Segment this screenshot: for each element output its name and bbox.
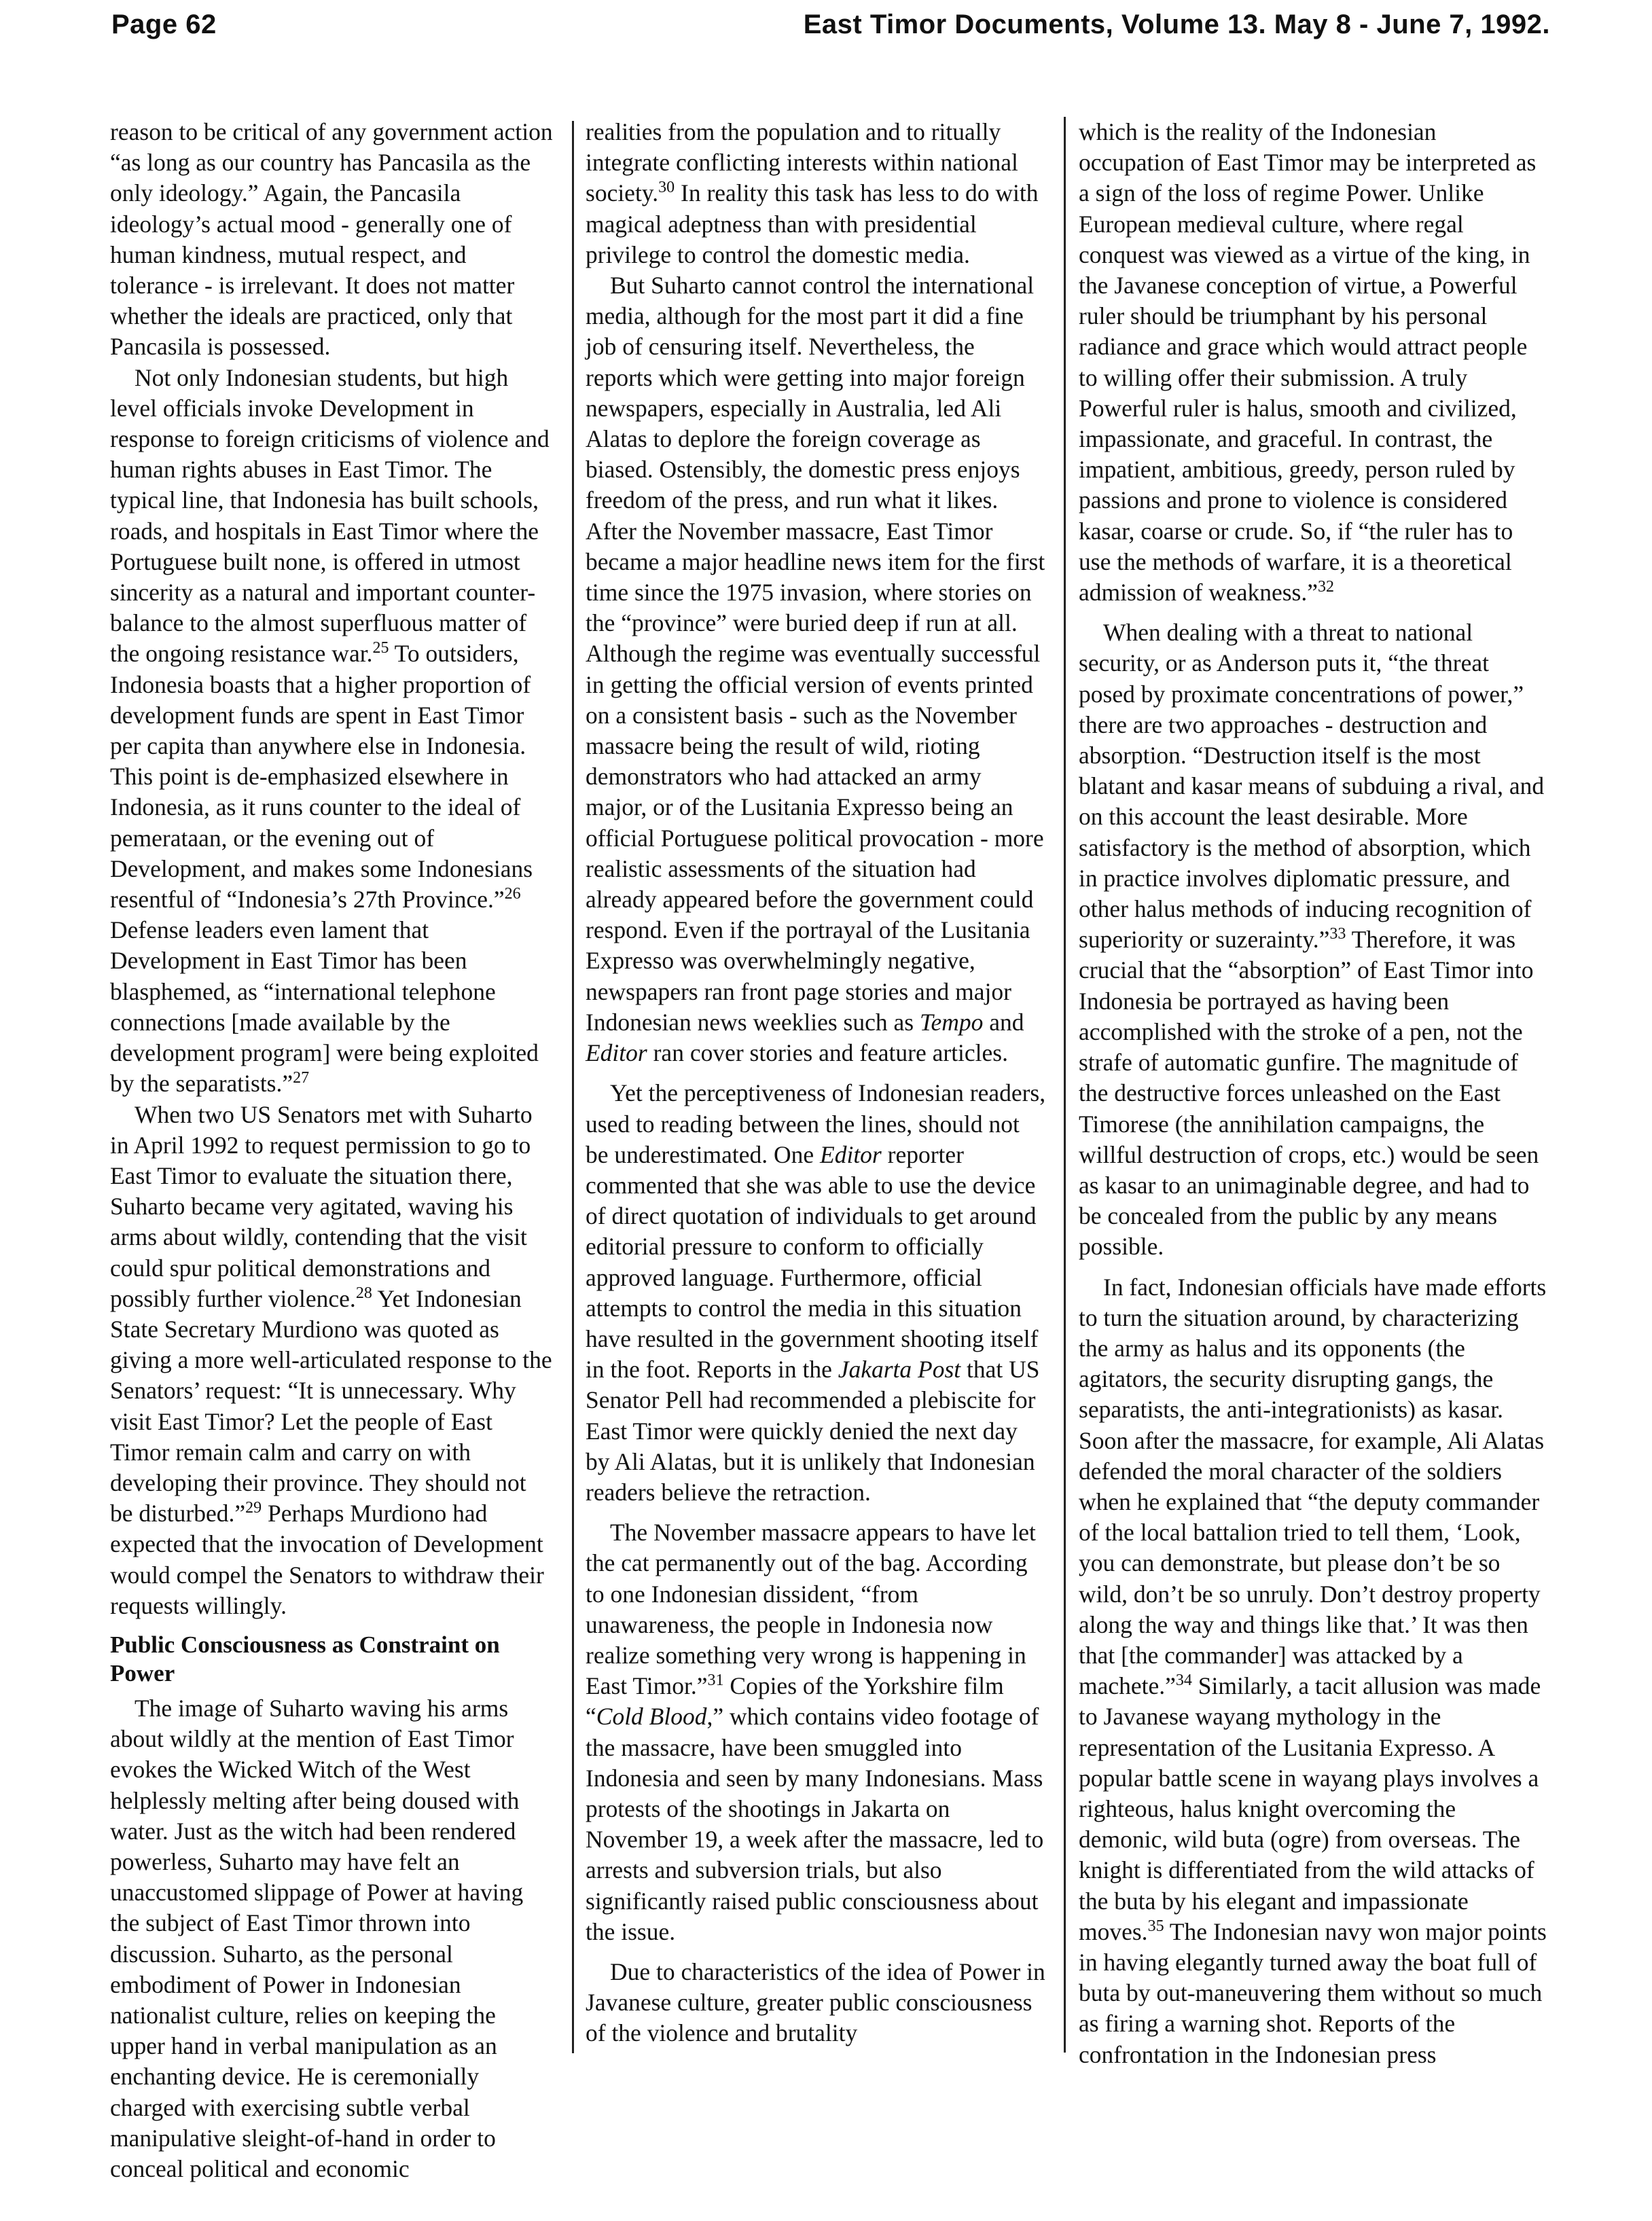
text-column-1 [110, 117, 553, 2184]
paragraph [586, 1957, 1047, 2049]
paragraph [1079, 117, 1547, 608]
text-run: Defense leaders even lament that Development in East Timor has been blasphemed, as “international telephone connections [made available by the development program] were being exploited by the separatists.” [110, 916, 539, 1098]
text-run: The Indonesian navy won major points in having elegantly turned away the boat full of buta by out-maneuvering them without so much as firing a warning shot. Reports of the confrontation in the Indonesian press [1079, 1917, 1547, 2068]
text-run: Perhaps Murdiono had expected that the invocation of Development would compel the Senators to withdraw their requests willingly. [110, 1500, 544, 1619]
italic-title: Jakarta Post [838, 1356, 961, 1384]
paragraph [110, 363, 553, 1100]
column-divider [1064, 117, 1066, 2053]
text-run: ,” which contains video footage of the massacre, have been smuggled into Indonesia and seen by many Indonesians. Mass protests of the shootings in Jakarta on November 19, a week after the massacre, led to arrests and subversion trials, but also significantly raised public consciousness about the issue. [586, 1703, 1044, 1945]
footnote-reference: 28 [355, 1284, 372, 1302]
text-run: Therefore, it was crucial that the “absorption” of East Timor into Indonesia be portrayed as having been accomplished with the stroke of a pen, not the strafe of automatic gunfire. The magnitude of the destructive forces unleashed on the East Timorese (the annihilation campaigns, the willful destruction of crops, etc.) would be seen as kasar to an unimaginable degree, and had to be concealed from the public by any means possible. [1079, 926, 1539, 1261]
text-run: Yet Indonesian State Secretary Murdiono was quoted as giving a more well-articulated response to the Senators’ request: “It is unnecessary. Why visit East Timor? Let the people of East Timor remain calm and carry on with developing their province. They should not be disturbed.” [110, 1284, 552, 1528]
running-header-title: East Timor Documents, Volume 13. May 8 - June 7, 1992. [803, 10, 1550, 39]
text-run: The November massacre appears to have let the cat permanently out of the bag. According to one Indonesian dissident, “from unawareness, the people in Indonesia now realize something very wrong is happening in East Timor.” [586, 1519, 1036, 1700]
text-run: Copies of the Yorkshire film “ [586, 1672, 1004, 1731]
text-run: In reality this task has less to do with magical adeptness than with presidential privilege to control the domestic media. [586, 179, 1039, 268]
paragraph [586, 117, 1047, 270]
paragraph [586, 1078, 1047, 1508]
text-run: ran cover stories and feature articles. [647, 1039, 1008, 1067]
text-run: reporter commented that she was able to use the device of direct quotation of individuals to get around editorial pressure to conform to officially approved language. Furthermore, official attempts to control the media in this situation have resulted in the government shooting itself in the foot. Reports in the [586, 1140, 1039, 1384]
italic-title: Tempo [919, 1008, 984, 1036]
paragraph [110, 1693, 553, 2184]
footnote-reference: 30 [658, 179, 675, 197]
text-run: which is the reality of the Indonesian occupation of East Timor may be interpreted as a sign of the loss of regime Power. Unlike European medieval culture, where regal conquest was viewed as a virtue of the king, in the Javanese conception of virtue, a Powerful ruler should be triumphant by his personal radiance and grace which would attract people to willing offer their submission. A truly Powerful ruler is halus, smooth and civilized, impassionate, and graceful. In contrast, the impatient, ambitious, greedy, person ruled by passions and prone to violence is considered kasar, coarse or crude. So, if “the ruler has to use the methods of warfare, it is a theoretical admission of weakness.” [1079, 118, 1537, 607]
text-run: To outsiders, Indonesia boasts that a higher proportion of development funds are spent in East Timor per capita than anywhere else in Indonesia. This point is de-emphasized elsewhere in Indonesia, as it runs counter to the ideal of pemerataan, or the evening out of Development, and makes some Indonesians resentful of “Indonesia’s 27th Province.” [110, 640, 533, 914]
italic-title: Editor [586, 1039, 647, 1067]
italic-title: Cold Blood [596, 1703, 707, 1731]
italic-title: Editor [820, 1140, 882, 1168]
paragraph [586, 270, 1047, 1068]
paragraph [586, 1517, 1047, 1947]
text-run: In fact, Indonesian officials have made efforts to turn the situation around, by characterizing the army as halus and its opponents (the agitators, the security disrupting gangs, the separatists, the anti-integrationists) as kasar. Soon after the massacre, for example, Ali Alatas defended the moral character of the soldiers when he explained that “the deputy commander of the local battalion tried to tell them, ‘Look, you can demonstrate, but please don’t be so wild, don’t be so unruly. Don’t destroy property along the way and things like that.’ It was then that [the commander] was attacked by a machete.” [1079, 1273, 1547, 1700]
text-run: When dealing with a threat to national security, or as Anderson puts it, “the threat posed by proximate concentrations of power,” there are two approaches - destruction and absorption. “Destruction itself is the most blatant and kasar means of subduing a rival, and on this account the least desirable. More satisfactory is the method of absorption, which in practice involves diplomatic pressure, and other halus methods of inducing recognition of superiority or suzerainty.” [1079, 619, 1545, 954]
paragraph [110, 117, 553, 363]
text-run: and [983, 1008, 1024, 1036]
text-run: Due to characteristics of the idea of Power in Javanese culture, greater public consciousness of the violence and brutality [586, 1957, 1045, 2047]
paragraph [1079, 617, 1547, 1262]
column-divider [572, 121, 574, 2053]
text-column-2 [586, 117, 1047, 2049]
text-run: realities from the population and to ritually integrate conflicting interests within national society. [586, 118, 1018, 207]
footnote-reference: 29 [245, 1499, 262, 1517]
footnote-reference: 32 [1317, 578, 1334, 596]
footnote-reference: 33 [1329, 925, 1346, 943]
paragraph [110, 1100, 553, 1621]
text-run: Public Consciousness as Constraint on Power [110, 1631, 500, 1686]
text-run: that US Senator Pell had recommended a plebiscite for East Timor were quickly denied the next day by Ali Alatas, but it is unlikely that Indonesian readers believe the retraction. [586, 1356, 1040, 1506]
text-run: But Suharto cannot control the international media, although for the most part it did a fine job of censuring itself. Nevertheless, the reports which were getting into major foreign newspapers, especially in Australia, led Ali Alatas to deplore the foreign coverage as biased. Ostensibly, the domestic press enjoys freedom of the press, and run what it likes. After the November massacre, East Timor became a major headline news item for the first time since the 1975 invasion, where stories on the “province” were buried deep if run at all. Although the regime was eventually successful in getting the official version of events printed on a consistent basis - such as the November massacre being the result of wild, rioting demonstrators who had attacked an army major, or of the Lusitania Expresso being an official Portuguese political provocation - more realistic assessments of the situation had already appeared before the government could respond. Even if the portrayal of the Lusitania Expresso was overwhelmingly negative, newspapers ran front page stories and major Indonesian news weeklies such as [586, 272, 1045, 1036]
footnote-reference: 34 [1175, 1672, 1192, 1690]
text-run: Not only Indonesian students, but high level officials invoke Development in response to foreign criticisms of violence and human rights abuses in East Timor. The typical line, that Indonesia has built schools, roads, and hospitals in East Timor where the Portuguese built none, is offered in utmost sincerity as a natural and important counter-balance to the almost superfluous matter of the ongoing resistance war. [110, 363, 550, 668]
text-run: When two US Senators met with Suharto in April 1992 to request permission to go to East Timor to evaluate the situation there, Suharto became very agitated, waving his arms about wildly, contending that the visit could spur political demonstrations and possibly further violence. [110, 1100, 533, 1312]
footnote-reference: 27 [293, 1069, 310, 1087]
text-run: The image of Suharto waving his arms about wildly at the mention of East Timor evokes the Wicked Witch of the West helplessly melting after being doused with water. Just as the witch had been rendered powerless, Suharto may have felt an unaccustomed slippage of Power at having the subject of East Timor thrown into discussion. Suharto, as the personal embodiment of Power in Indonesian nationalist culture, relies on keeping the upper hand in verbal manipulation as an enchanting device. He is ceremonially charged with exercising subtle verbal manipulative sleight-of-hand in order to conceal political and economic [110, 1694, 524, 2182]
page-number: Page 62 [111, 10, 217, 39]
text-column-3 [1079, 117, 1547, 2070]
footnote-reference: 26 [504, 885, 521, 903]
paragraph [1079, 1272, 1547, 2070]
text-run: Similarly, a tacit allusion was made to Javanese wayang mythology in the representation of the Lusitania Expresso. A popular battle scene in wayang plays involves a righteous, halus knight overcoming the demonic, wild buta (ogre) from overseas. The knight is differentiated from the wild attacks of the buta by his elegant and impassionate moves. [1079, 1672, 1541, 1945]
footnote-reference: 31 [707, 1672, 724, 1690]
text-run: Yet the perceptiveness of Indonesian readers, used to reading between the lines, should not be underestimated. One [586, 1079, 1046, 1168]
section-heading [110, 1631, 553, 1688]
footnote-reference: 35 [1147, 1917, 1164, 1935]
footnote-reference: 25 [372, 639, 389, 657]
text-run: reason to be critical of any government action “as long as our country has Pancasila as the only ideology.” Again, the Pancasila ideology’s actual mood - generally one of human kindness, mutual respect, and tolerance - is irrelevant. It does not matter whether the ideals are practiced, only that Pancasila is possessed. [110, 118, 553, 361]
